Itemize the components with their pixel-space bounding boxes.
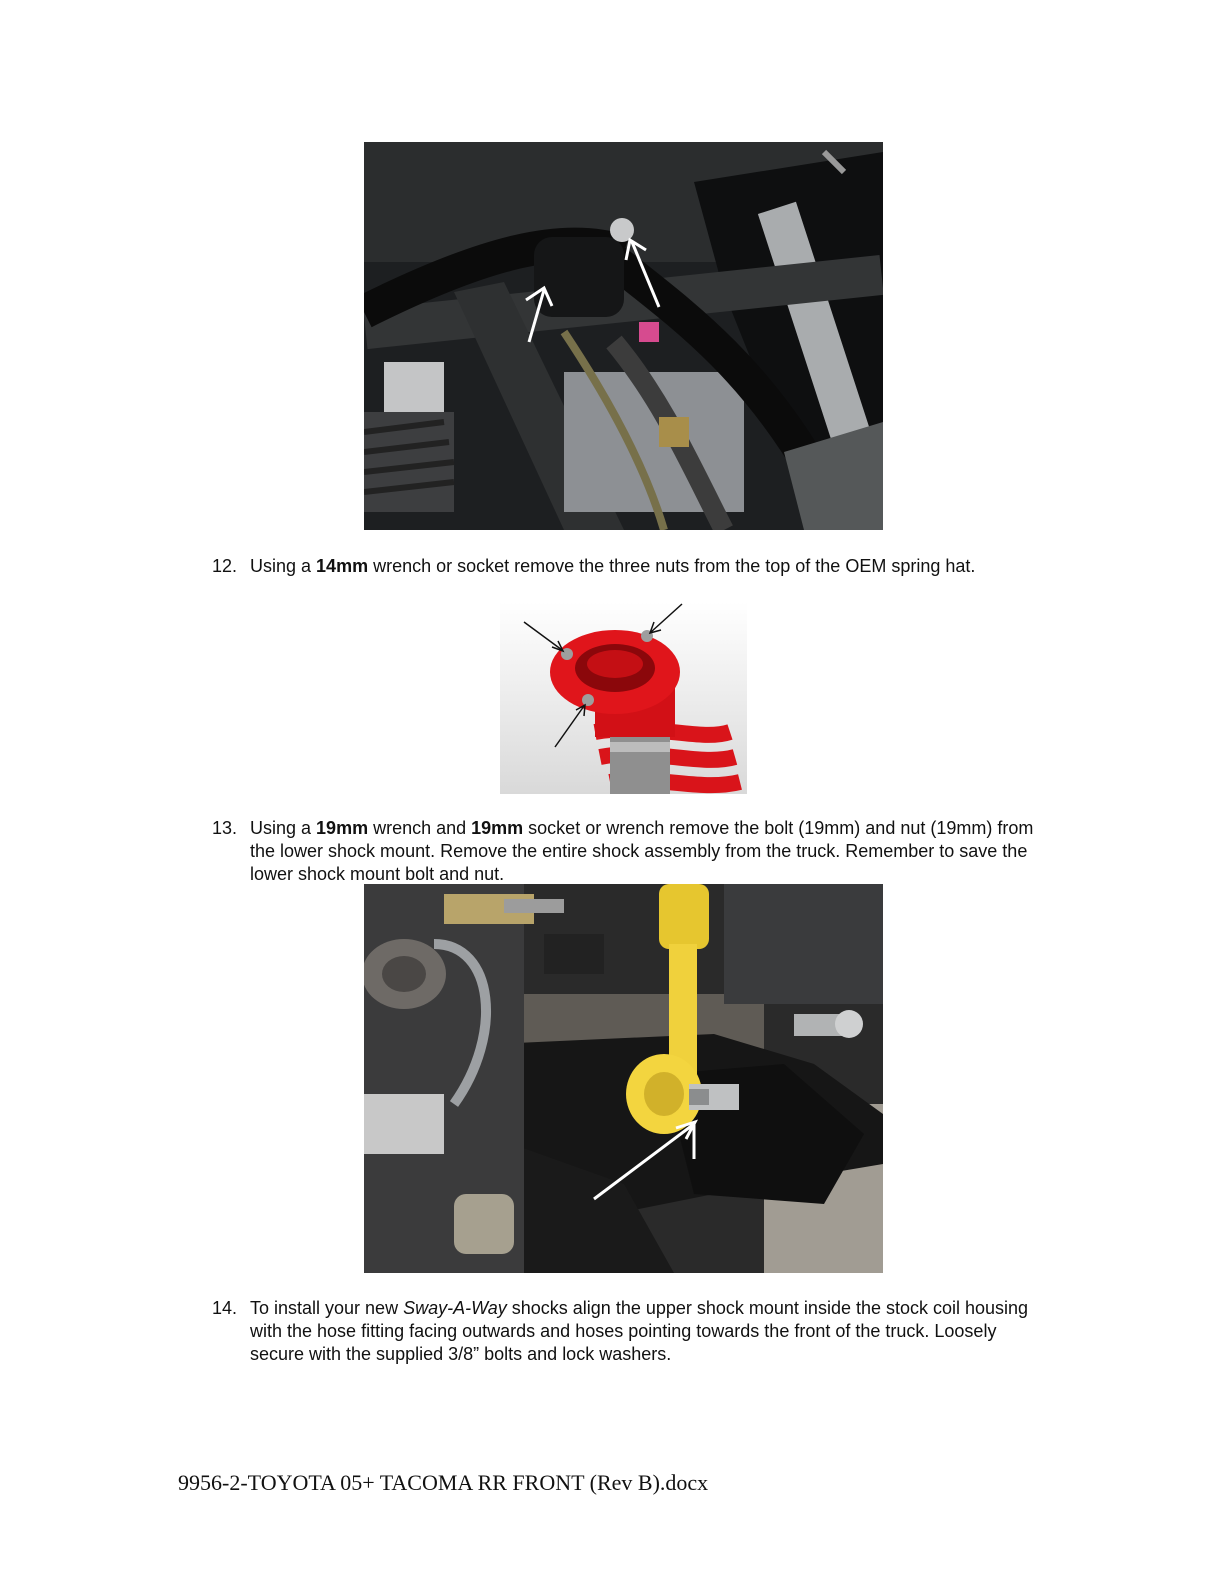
step-text: Using a 14mm wrench or socket remove the three nuts from the top of the OEM spring hat. <box>250 556 976 576</box>
instruction-step-14 <box>212 1297 1042 1366</box>
step-number: 12. <box>212 556 238 576</box>
step-text: Using a 19mm wrench and 19mm socket or wrench remove the bolt (19mm) and nut (19mm) from the lower shock mount. Remove the entire shock assembly from the truck. Remember to save the lower shock mount bolt and nut. <box>250 818 1034 884</box>
lower-shock-mount-photo <box>364 884 883 1273</box>
step-number: 14. <box>212 1298 238 1318</box>
step-number: 13. <box>212 818 238 838</box>
spring-hat-diagram <box>500 602 747 794</box>
instruction-step-13 <box>212 817 1042 886</box>
instruction-step-12 <box>212 555 1042 578</box>
document-footer: 9956-2-TOYOTA 05+ TACOMA RR FRONT (Rev B).docx <box>178 1470 709 1495</box>
step-text: To install your new Sway-A-Way shocks align the upper shock mount inside the stock coil housing with the hose fitting facing outwards and hoses pointing towards the front of the truck. Loosely secure with the supplied 3/8” bolts and lock washers. <box>250 1298 1029 1364</box>
sway-bar-bushing-photo <box>364 142 883 530</box>
